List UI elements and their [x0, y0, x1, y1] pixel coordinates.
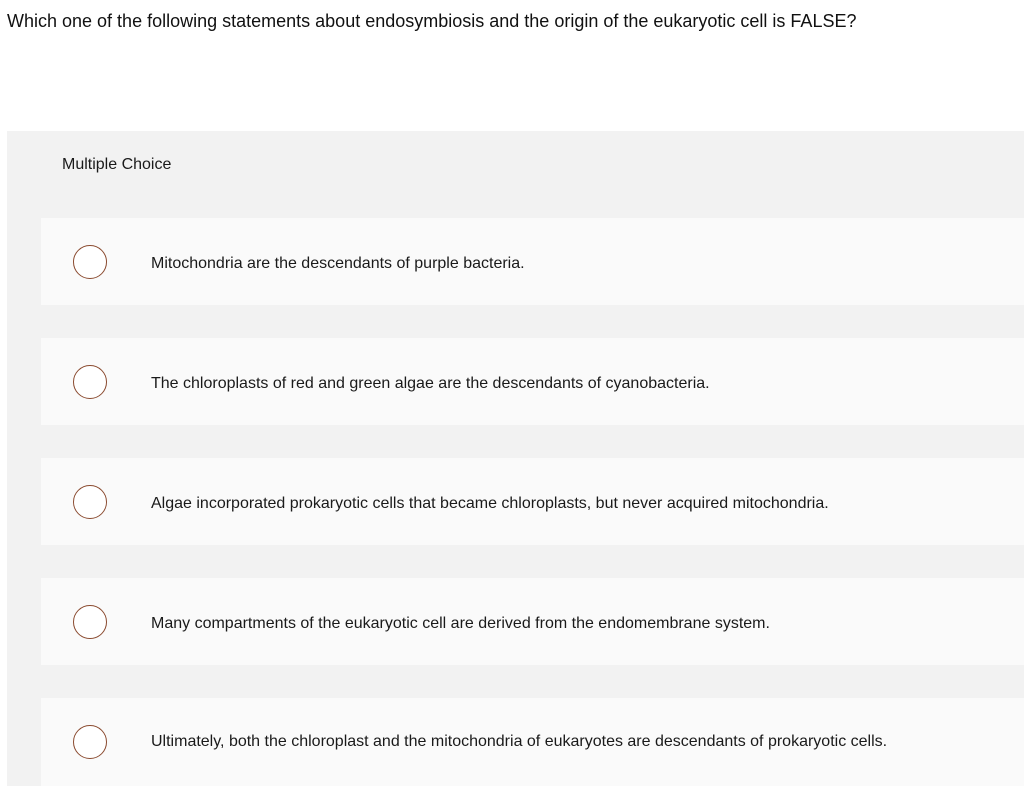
answer-option-5[interactable] — [41, 698, 1024, 786]
radio-button[interactable] — [73, 485, 107, 519]
radio-button[interactable] — [73, 245, 107, 279]
answer-option-3[interactable] — [41, 458, 1024, 545]
answer-option-2[interactable] — [41, 338, 1024, 425]
answer-option-label: The chloroplasts of red and green algae are the descendants of cyanobacteria. — [151, 375, 710, 392]
answer-option-label: Many compartments of the eukaryotic cell are derived from the endomembrane system. — [151, 615, 770, 632]
answer-option-4[interactable] — [41, 578, 1024, 665]
radio-button[interactable] — [73, 365, 107, 399]
radio-button[interactable] — [73, 605, 107, 639]
multiple-choice-panel — [7, 131, 1024, 786]
answer-option-label: Ultimately, both the chloroplast and the mitochondria of eukaryotes are descendants of prokaryotic cells. — [151, 733, 888, 750]
question-text: Which one of the following statements about endosymbiosis and the origin of the eukaryotic cell is FALSE? — [7, 11, 857, 31]
answer-option-label: Algae incorporated prokaryotic cells that became chloroplasts, but never acquired mitochondria. — [151, 495, 829, 512]
answer-option-1[interactable] — [41, 218, 1024, 305]
multiple-choice-header: Multiple Choice — [62, 156, 172, 173]
radio-button[interactable] — [73, 725, 107, 759]
answer-option-label: Mitochondria are the descendants of purple bacteria. — [151, 255, 525, 272]
